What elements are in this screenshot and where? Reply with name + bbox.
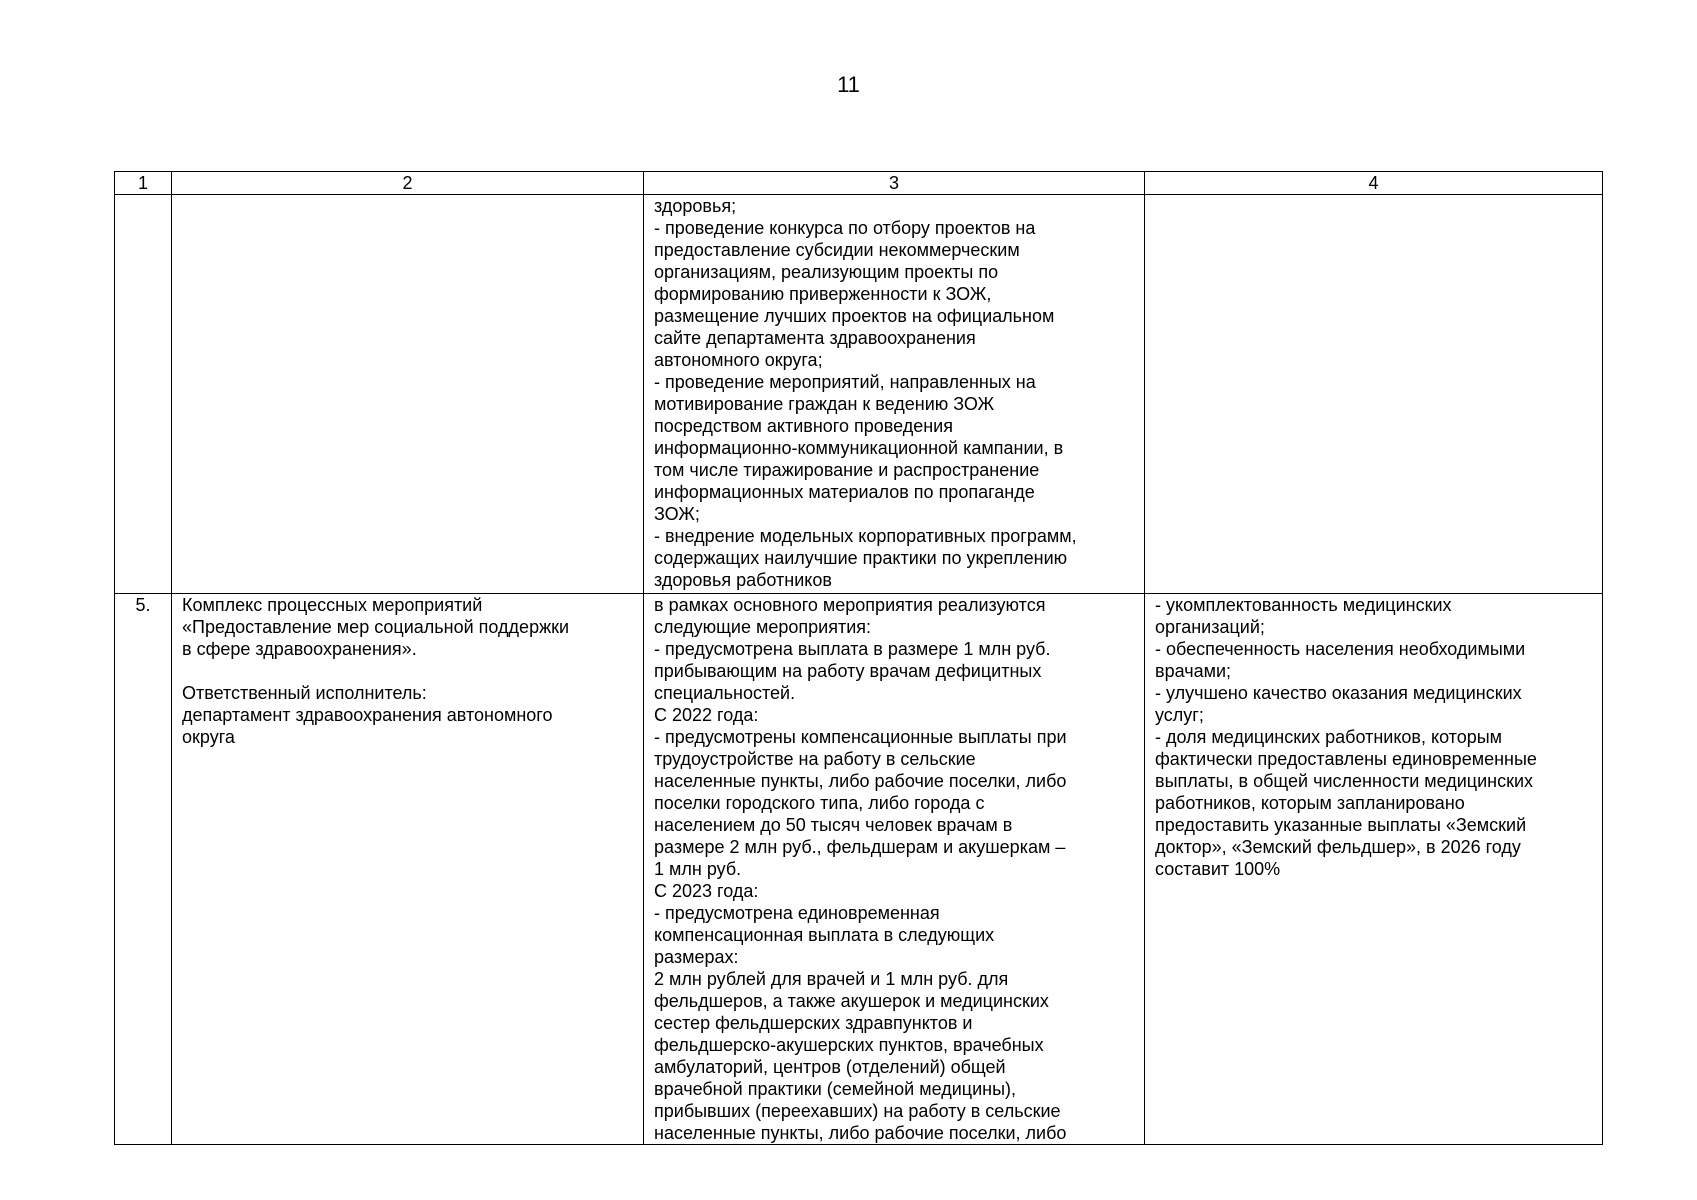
text-line: организаций; <box>1155 617 1265 637</box>
text-line: - внедрение модельных корпоративных программ, <box>654 526 1077 546</box>
text-line: Комплекс процессных мероприятий <box>182 595 483 615</box>
text-line: ЗОЖ; <box>654 504 700 524</box>
row-5-name-text <box>182 594 633 1144</box>
text-line: «Предоставление мер социальной поддержки <box>182 617 570 637</box>
table-row-5 <box>115 594 1603 1145</box>
row-5-results-text <box>1155 594 1592 1144</box>
text-line: поселки городского типа, либо города с <box>654 793 985 813</box>
text-line <box>182 660 633 682</box>
text-line: трудоустройстве на работу в сельские <box>654 749 976 769</box>
row-5-measures-text <box>654 594 1134 1144</box>
text-line: врачами; <box>1155 661 1232 681</box>
row-continued-number-cell <box>115 195 172 594</box>
text-line: округа <box>182 727 235 747</box>
text-line: - улучшено качество оказания медицинских <box>1155 683 1522 703</box>
text-line: размерах: <box>654 947 739 967</box>
text-line: информационно-коммуникационной кампании, в <box>654 438 1064 458</box>
text-line: размещение лучших проектов на официальном <box>654 306 1055 326</box>
text-line: врачебной практики (семейной медицины), <box>654 1079 1017 1099</box>
text-line: прибывающим на работу врачам дефицитных <box>654 661 1042 681</box>
text-line: посредством активного проведения <box>654 416 953 436</box>
text-line: населенные пункты, либо рабочие поселки, либо <box>654 1123 1067 1143</box>
table-header-row <box>115 172 1603 195</box>
text-line: сестер фельдшерских здравпунктов и <box>654 1013 973 1033</box>
row-5-number-cell <box>115 594 172 1145</box>
text-line: 2 млн рублей для врачей и 1 млн руб. для <box>654 969 1009 989</box>
header-col-3: 3 <box>644 172 1145 195</box>
text-line: Ответственный исполнитель: <box>182 683 427 703</box>
text-line: населенные пункты, либо рабочие поселки, либо <box>654 771 1067 791</box>
text-line: прибывших (переехавших) на работу в сельские <box>654 1101 1061 1121</box>
text-line: фактически предоставлены единовременные <box>1155 749 1537 769</box>
row-5-name-cell <box>172 594 644 1145</box>
text-line: услуг; <box>1155 705 1204 725</box>
text-line: здоровья работников <box>654 570 832 590</box>
text-line: С 2022 года: <box>654 705 759 725</box>
text-line: формированию приверженности к ЗОЖ, <box>654 284 992 304</box>
text-line: работников, которым запланировано <box>1155 793 1465 813</box>
text-line: - проведение мероприятий, направленных на <box>654 372 1036 392</box>
header-col-2: 2 <box>172 172 644 195</box>
text-line: - предусмотрена выплата в размере 1 млн руб. <box>654 639 1051 659</box>
page-number: 11 <box>837 72 860 97</box>
text-line: в рамках основного мероприятия реализуются <box>654 595 1046 615</box>
row-continued-results-cell <box>1145 195 1603 594</box>
text-line: доктор», «Земский фельдшер», в 2026 году <box>1155 837 1521 857</box>
text-line: - доля медицинских работников, которым <box>1155 727 1503 747</box>
text-line: населением до 50 тысяч человек врачам в <box>654 815 1013 835</box>
text-line: предоставить указанные выплаты «Земский <box>1155 815 1527 835</box>
text-line: компенсационная выплата в следующих <box>654 925 995 945</box>
text-line: 1 млн руб. <box>654 859 742 879</box>
text-line: - проведение конкурса по отбору проектов на <box>654 218 1036 238</box>
table-row-continued <box>115 195 1603 594</box>
text-line: содержащих наилучшие практики по укреплению <box>654 548 1068 568</box>
row-5-measures-cell <box>644 594 1145 1145</box>
text-line: здоровья; <box>654 196 737 216</box>
text-line: амбулаторий, центров (отделений) общей <box>654 1057 1006 1077</box>
text-line: том числе тиражирование и распространение <box>654 460 1040 480</box>
text-line: составит 100% <box>1155 859 1281 879</box>
text-line: выплаты, в общей численности медицинских <box>1155 771 1534 791</box>
text-line: информационных материалов по пропаганде <box>654 482 1035 502</box>
text-line: департамент здравоохранения автономного <box>182 705 553 725</box>
text-line: специальностей. <box>654 683 796 703</box>
header-col-1: 1 <box>115 172 172 195</box>
row-5-number: 5. <box>135 595 151 615</box>
row-continued-measures-text <box>654 195 1134 593</box>
text-line: мотивирование граждан к ведению ЗОЖ <box>654 394 995 414</box>
text-line: размере 2 млн руб., фельдшерам и акушеркам – <box>654 837 1066 857</box>
row-continued-name-cell <box>172 195 644 594</box>
text-line: в сфере здравоохранения». <box>182 639 417 659</box>
text-line: фельдшеров, а также акушерок и медицинских <box>654 991 1049 1011</box>
text-line: - обеспеченность населения необходимыми <box>1155 639 1526 659</box>
text-line: автономного округа; <box>654 350 823 370</box>
text-line: организациям, реализующим проекты по <box>654 262 999 282</box>
text-line: - предусмотрены компенсационные выплаты при <box>654 727 1067 747</box>
program-table <box>114 171 1603 1145</box>
text-line: С 2023 года: <box>654 881 759 901</box>
text-line: предоставление субсидии некоммерческим <box>654 240 1020 260</box>
text-line: - укомплектованность медицинских <box>1155 595 1452 615</box>
row-continued-measures-cell <box>644 195 1145 594</box>
row-5-results-cell <box>1145 594 1603 1145</box>
header-col-4: 4 <box>1145 172 1603 195</box>
text-line: следующие мероприятия: <box>654 617 872 637</box>
text-line: сайте департамента здравоохранения <box>654 328 976 348</box>
text-line: фельдшерско-акушерских пунктов, врачебных <box>654 1035 1044 1055</box>
text-line: - предусмотрена единовременная <box>654 903 940 923</box>
